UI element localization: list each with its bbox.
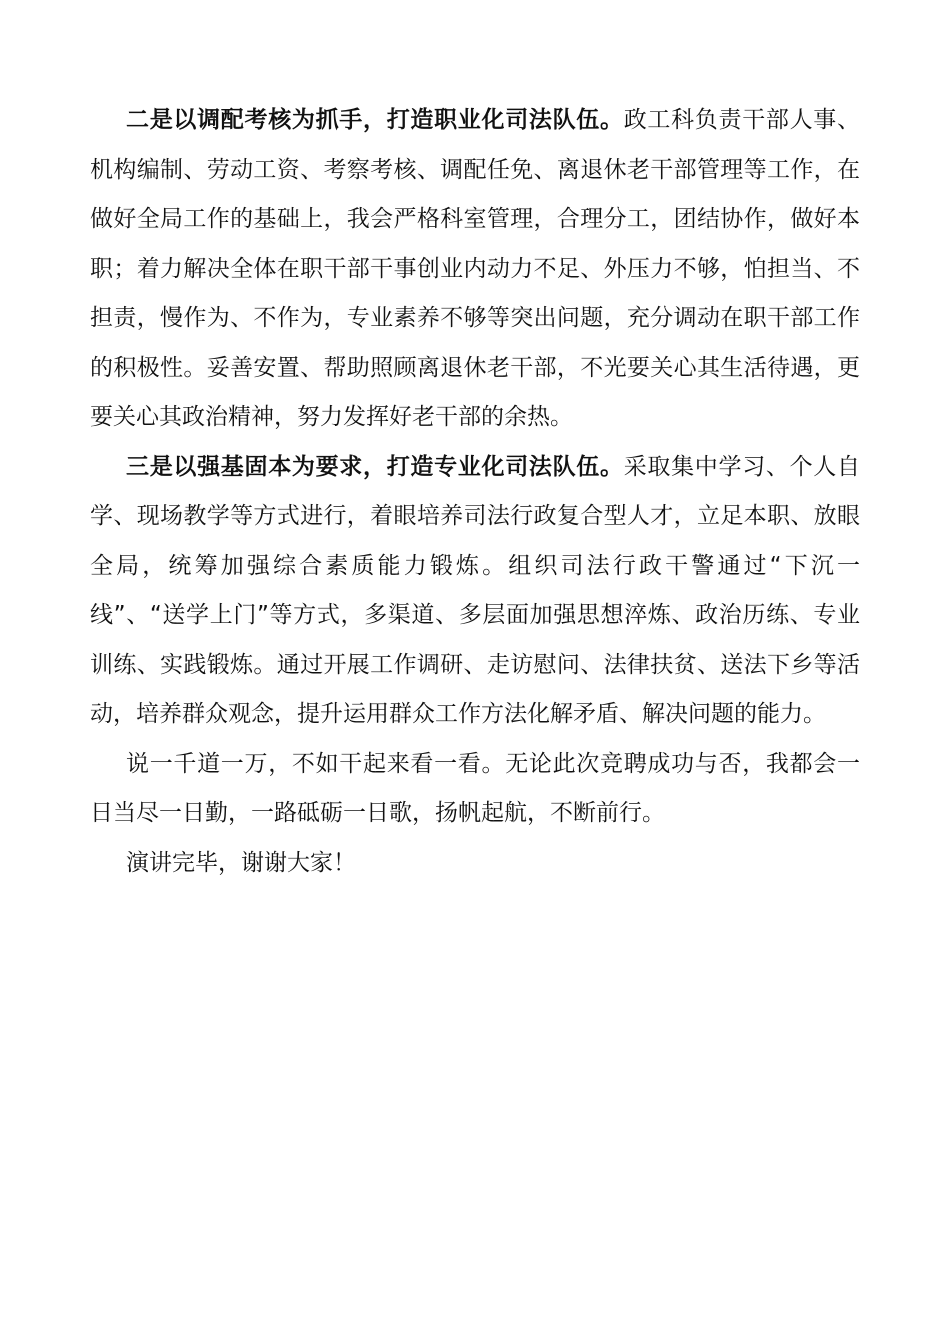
document-body [90, 96, 860, 888]
paragraph-closing-statement [90, 740, 860, 839]
paragraph-lead-bold: 二是以调配考核为抓手，打造职业化司法队伍。 [126, 107, 624, 133]
paragraph-team-specialization [90, 443, 860, 740]
paragraph-lead-bold: 三是以强基固本为要求，打造专业化司法队伍。 [126, 453, 624, 480]
paragraph-team-professionalization [90, 96, 860, 443]
paragraph-thanks [90, 839, 860, 889]
paragraph-text: 政工科负责干部人事、机构编制、劳动工资、考察考核、调配任免、离退休老干部管理等工作，在做好全局工作的基础上，我会严格科室管理，合理分工，团结协作，做好本职；着力解决全体在职干部干事创业内动力不足、外压力不够，怕担当、不担责，慢作为、不作为，专业素养不够等突出问题，充分调动在职干部工作的积极性。妥善安置、帮助照顾离退休老干部，不光要关心其生活待遇，更要关心其政治精神，努力发挥好老干部的余热。 [90, 107, 861, 430]
paragraph-text: 演讲完毕，谢谢大家！ [126, 849, 356, 876]
paragraph-text: 采取集中学习、个人自学、现场教学等方式进行，着眼培养司法行政复合型人才，立足本职、放眼全局，统筹加强综合素质能力锻炼。组织司法行政干警通过“下沉一线”、“送学上门”等方式，多渠道、多层面加强思想淬炼、政治历练、专业训练、实践锻炼。通过开展工作调研、走访慰问、法律扶贫、送法下乡等活动，培养群众观念，提升运用群众工作方法化解矛盾、解决问题的能力。 [90, 453, 861, 727]
paragraph-text: 说一千道一万，不如干起来看一看。无论此次竞聘成功与否，我都会一日当尽一日勤，一路砥砺一日歌，扬帆起航，不断前行。 [90, 750, 860, 826]
